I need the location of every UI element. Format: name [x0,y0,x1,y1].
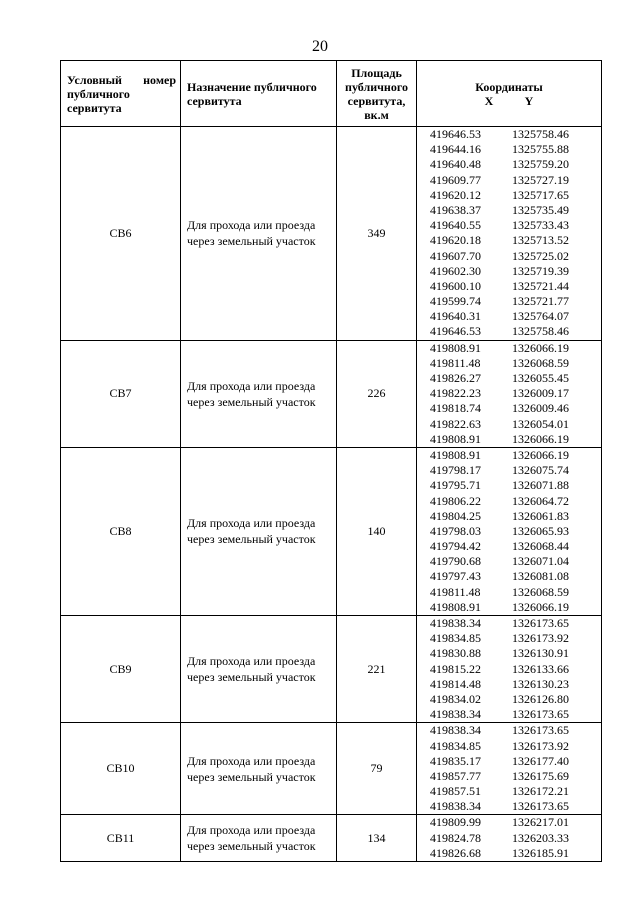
coordinate-pair [417,616,601,631]
servitude-purpose: Для прохода или проезда через земельный участок [181,447,337,615]
coordinate-x: 419808.91 [430,447,481,462]
coordinate-x: 419640.31 [430,309,481,324]
coordinate-y: 1325727.19 [512,172,569,187]
header-servitude-area: Площадь публичного сервитута, вк.м [337,61,417,127]
table-row [61,723,602,815]
coordinate-x: 419808.91 [430,340,481,355]
coordinate-y: 1326068.59 [512,584,569,599]
coordinate-x: 419620.12 [430,187,481,202]
servitude-purpose: Для прохода или проезда через земельный участок [181,723,337,815]
coordinate-pair [417,692,601,707]
coordinate-pair [417,723,601,738]
coordinate-pair [417,769,601,784]
coordinate-x: 419644.16 [430,142,481,157]
coordinate-x: 419826.68 [430,845,481,860]
coordinate-y: 1325733.43 [512,218,569,233]
coordinate-pair [417,448,601,463]
coordinate-x: 419857.77 [430,768,481,783]
table-row [61,340,602,447]
coordinate-pair [417,831,601,846]
coordinate-pair [417,554,601,569]
coordinate-y: 1326172.21 [512,784,569,799]
coordinate-x: 419818.74 [430,401,481,416]
coordinate-x: 419822.63 [430,416,481,431]
servitude-purpose: Для прохода или проезда через земельный участок [181,127,337,341]
coordinate-y: 1325758.46 [512,324,569,339]
coordinate-x: 419798.03 [430,523,481,538]
coordinate-x: 419809.99 [430,815,481,830]
servitude-area: 221 [337,616,417,723]
coordinate-x: 419795.71 [430,478,481,493]
table-row [61,127,602,341]
coordinate-y: 1326081.08 [512,569,569,584]
coordinate-y: 1325755.88 [512,142,569,157]
servitude-id: СВ6 [61,127,181,341]
coordinate-pair [417,386,601,401]
coordinate-y: 1326009.46 [512,401,569,416]
coordinate-x: 419602.30 [430,263,481,278]
coordinate-list [417,723,602,815]
coordinate-y: 1326068.59 [512,355,569,370]
coordinate-pair [417,784,601,799]
coordinate-y: 1326061.83 [512,508,569,523]
coordinate-pair [417,188,601,203]
table-row [61,815,602,862]
coordinate-pair [417,157,601,172]
coordinate-pair [417,754,601,769]
coordinate-pair [417,249,601,264]
servitude-purpose: Для прохода или проезда через земельный участок [181,340,337,447]
coordinate-list [417,447,602,615]
coordinate-y: 1325764.07 [512,309,569,324]
coordinate-pair [417,341,601,356]
coordinate-x: 419794.42 [430,539,481,554]
coordinate-x: 419797.43 [430,569,481,584]
servitude-id: СВ10 [61,723,181,815]
coordinate-list [417,340,602,447]
servitude-id: СВ9 [61,616,181,723]
coordinate-y: 1326130.23 [512,676,569,691]
coordinate-list [417,815,602,862]
coordinate-pair [417,539,601,554]
coordinate-x: 419646.53 [430,324,481,339]
header-x: X [484,93,494,108]
table-body [61,127,602,862]
coordinate-pair [417,356,601,371]
servitude-area: 349 [337,127,417,341]
coordinate-pair [417,264,601,279]
coordinate-y: 1325719.39 [512,263,569,278]
coordinate-x: 419808.91 [430,431,481,446]
coordinate-pair [417,646,601,661]
coordinate-pair [417,739,601,754]
coordinate-x: 419808.91 [430,599,481,614]
coordinate-pair [417,799,601,814]
header-coordinates [417,61,602,127]
servitude-area: 134 [337,815,417,862]
servitude-area: 79 [337,723,417,815]
coordinate-y: 1326217.01 [512,815,569,830]
coordinate-pair [417,846,601,861]
coordinate-y: 1326075.74 [512,463,569,478]
coordinate-y: 1326126.80 [512,691,569,706]
table-row [61,447,602,615]
coordinate-x: 419638.37 [430,202,481,217]
coordinate-y: 1326064.72 [512,493,569,508]
header-y: Y [524,93,534,108]
coordinate-pair [417,203,601,218]
coordinate-pair [417,417,601,432]
table-header-row [61,61,602,127]
coordinate-x: 419822.23 [430,386,481,401]
coordinate-y: 1326130.91 [512,646,569,661]
coordinate-y: 1325759.20 [512,157,569,172]
coordinate-x: 419640.55 [430,218,481,233]
coordinate-pair [417,324,601,339]
coordinate-y: 1325721.77 [512,294,569,309]
coordinate-pair [417,401,601,416]
table-row [61,616,602,723]
coordinate-x: 419824.78 [430,830,481,845]
coordinate-x: 419620.18 [430,233,481,248]
coordinate-y: 1326177.40 [512,753,569,768]
coordinate-x: 419806.22 [430,493,481,508]
coordinate-y: 1326055.45 [512,371,569,385]
coordinate-y: 1325725.02 [512,248,569,263]
coordinate-pair [417,218,601,233]
coordinate-x: 419804.25 [430,508,481,523]
coordinate-pair [417,279,601,294]
coordinate-y: 1326066.19 [512,447,569,462]
coordinate-y: 1326173.92 [512,631,569,646]
servitude-area: 226 [337,340,417,447]
coordinate-x: 419838.34 [430,723,481,738]
coordinate-x: 419838.34 [430,799,481,814]
coordinate-x: 419609.77 [430,172,481,187]
coordinate-y: 1325721.44 [512,278,569,293]
coordinate-x: 419815.22 [430,661,481,676]
coordinate-pair [417,677,601,692]
coordinate-pair [417,631,601,646]
coordinate-pair [417,524,601,539]
coordinate-pair [417,509,601,524]
coordinate-pair [417,127,601,142]
coordinate-y: 1326071.04 [512,554,569,569]
header-coordinates-title: Координаты [475,79,543,94]
coordinate-y: 1326173.65 [512,799,569,814]
coordinate-pair [417,600,601,615]
coordinate-y: 1326203.33 [512,830,569,845]
coordinate-x: 419798.17 [430,463,481,478]
coordinate-pair [417,371,601,386]
coordinate-pair [417,478,601,493]
coordinate-x: 419640.48 [430,157,481,172]
header-servitude-number: Условный номер публичного сервитута [61,61,181,127]
coordinate-pair [417,662,601,677]
coordinate-y: 1326173.65 [512,707,569,722]
coordinate-y: 1325758.46 [512,127,569,141]
coordinate-x: 419838.34 [430,707,481,722]
coordinate-pair [417,569,601,584]
coordinate-y: 1326173.65 [512,723,569,738]
servitude-id: СВ11 [61,815,181,862]
coordinate-pair [417,309,601,324]
coordinate-x: 419838.34 [430,616,481,630]
coordinate-x: 419830.88 [430,646,481,661]
coordinate-pair [417,494,601,509]
coordinate-x: 419814.48 [430,676,481,691]
coordinate-y: 1326065.93 [512,523,569,538]
header-servitude-purpose: Назначение публичного сервитута [181,61,337,127]
coordinate-x: 419834.85 [430,631,481,646]
coordinate-x: 419835.17 [430,753,481,768]
servitude-area: 140 [337,447,417,615]
servitude-id: СВ8 [61,447,181,615]
servitude-purpose: Для прохода или проезда через земельный участок [181,815,337,862]
page-number: 20 [312,38,328,55]
coordinate-y: 1326009.17 [512,386,569,401]
coordinate-list [417,616,602,723]
coordinate-y: 1326066.19 [512,340,569,355]
coordinate-list [417,127,602,341]
coordinate-x: 419857.51 [430,784,481,799]
coordinate-y: 1326068.44 [512,539,569,554]
servitude-purpose: Для прохода или проезда через земельный участок [181,616,337,723]
coordinate-x: 419646.53 [430,127,481,141]
coordinate-x: 419834.02 [430,691,481,706]
coordinate-y: 1326066.19 [512,431,569,446]
coordinate-pair [417,142,601,157]
coordinate-x: 419811.48 [430,584,481,599]
coordinate-y: 1326175.69 [512,768,569,783]
coordinate-pair [417,707,601,722]
coordinate-pair [417,173,601,188]
coordinate-y: 1326173.92 [512,738,569,753]
coordinate-pair [417,233,601,248]
coordinate-y: 1326054.01 [512,416,569,431]
coordinate-y: 1326133.66 [512,661,569,676]
coordinate-pair [417,463,601,478]
coordinate-x: 419607.70 [430,248,481,263]
coordinate-y: 1326185.91 [512,845,569,860]
coordinate-x: 419811.48 [430,355,481,370]
coordinate-pair [417,432,601,447]
coordinate-pair [417,815,601,830]
servitude-table [60,60,602,862]
coordinate-y: 1325713.52 [512,233,569,248]
coordinate-pair [417,294,601,309]
coordinate-x: 419834.85 [430,738,481,753]
coordinate-y: 1326173.65 [512,616,569,630]
coordinate-x: 419826.27 [430,371,481,385]
coordinate-x: 419599.74 [430,294,481,309]
coordinate-y: 1326071.88 [512,478,569,493]
coordinate-y: 1325717.65 [512,187,569,202]
coordinate-pair [417,585,601,600]
coordinate-x: 419790.68 [430,554,481,569]
coordinate-y: 1325735.49 [512,202,569,217]
coordinate-x: 419600.10 [430,278,481,293]
servitude-id: СВ7 [61,340,181,447]
coordinate-y: 1326066.19 [512,599,569,614]
